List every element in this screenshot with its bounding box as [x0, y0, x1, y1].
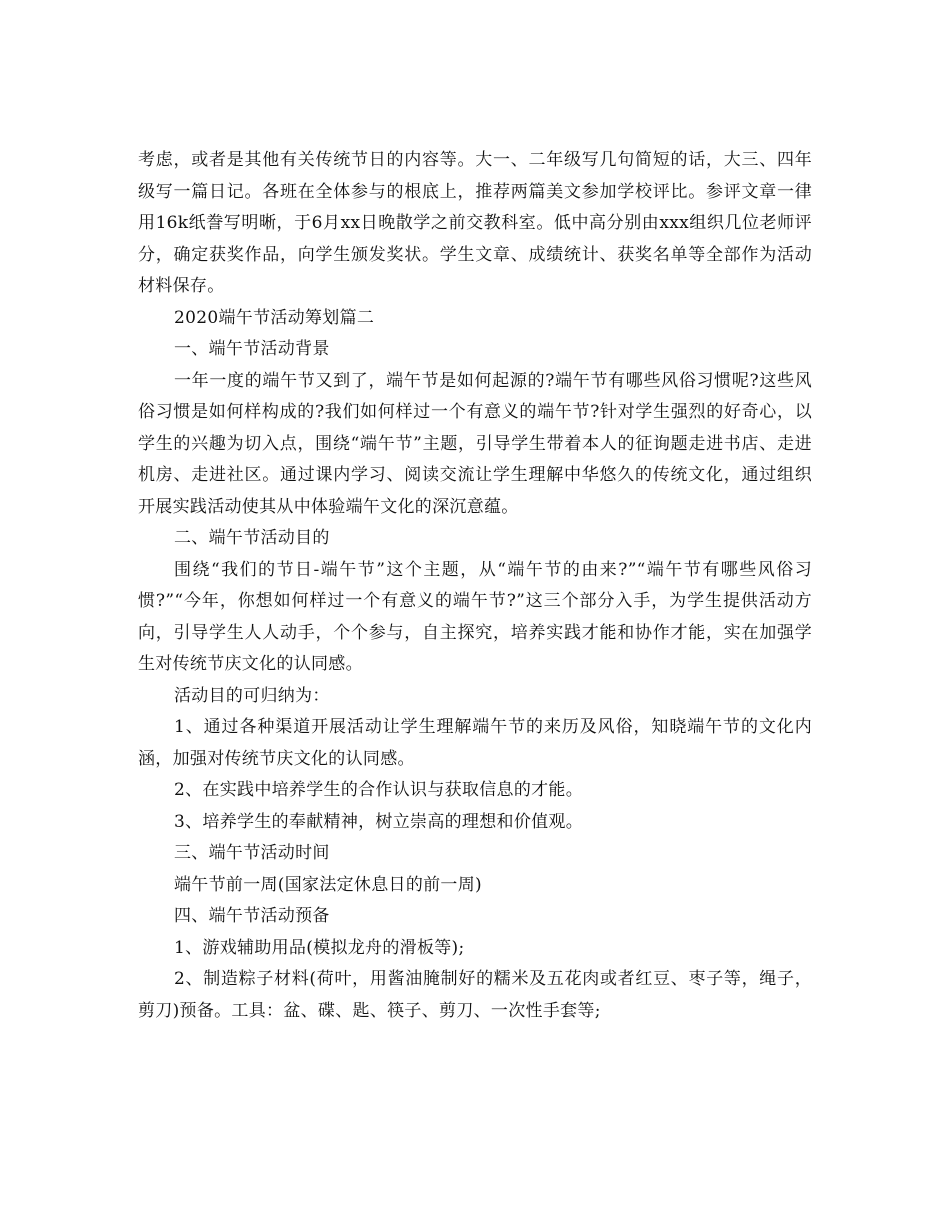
list-item-preparation-1: 1、游戏辅助用品(模拟龙舟的滑板等);	[174, 937, 465, 958]
list-item-purpose-2: 2、在实践中培养学生的合作认识与获取信息的才能。	[174, 780, 584, 800]
document-body	[138, 145, 812, 1027]
paragraph-background: 一年一度的端午节又到了，端午节是如何起源的?端午节有哪些风俗习惯呢?这些风俗习惯是如何样构成的?我们如何样过一个有意义的端午节?针对学生强烈的好奇心，以学生的兴趣为切入点，围绕“端午节”主题，引导学生带着本人的征询题走进书店、走进机房、走进社区。通过课内学习、阅读交流让学生理解中华悠久的传统文化，通过组织开展实践活动使其从中体验端午文化的深沉意蕴。	[138, 370, 812, 517]
list-item-preparation-2: 2、制造粽子材料(荷叶，用酱油腌制好的糯米及五花肉或者红豆、枣子等，绳子，剪刀)预备。工具：盆、碟、匙、筷子、剪刀、一次性手套等;	[138, 969, 812, 1021]
paragraph-purpose: 围绕“我们的节日-端午节”这个主题，从“端午节的由来?”“端午节有哪些风俗习惯?”“今年，你想如何样过一个有意义的端午节?”这三个部分入手，为学生提供活动方向，引导学生人人动手，个个参与，自主探究，培养实践才能和协作才能，实在加强学生对传统节庆文化的认同感。	[138, 559, 812, 674]
list-item-purpose-3: 3、培养学生的奉献精神，树立崇高的理想和价值观。	[174, 811, 584, 832]
heading-preparation: 四、端午节活动预备	[174, 906, 330, 926]
heading-time: 三、端午节活动时间	[174, 843, 330, 863]
section-title: 2020端午节活动筹划篇二	[174, 307, 375, 328]
paragraph-continuation: 考虑，或者是其他有关传统节日的内容等。大一、二年级写几句简短的话，大三、四年级写一篇日记。各班在全体参与的根底上，推荐两篇美文参加学校评比。参评文章一律用16k纸誊写明晰，于6月xx日晚散学之前交教科室。低中高分别由xxx组织几位老师评分，确定获奖作品，向学生颁发奖状。学生文章、成绩统计、获奖名单等全部作为活动材料保存。	[138, 150, 812, 296]
paragraph-time: 端午节前一周(国家法定休息日的前一周)	[174, 874, 482, 895]
heading-background: 一、端午节活动背景	[174, 339, 330, 359]
heading-purpose: 二、端午节活动目的	[174, 528, 330, 548]
list-item-purpose-1: 1、通过各种渠道开展活动让学生理解端午节的来历及风俗，知晓端午节的文化内涵，加强对传统节庆文化的认同感。	[138, 717, 812, 769]
paragraph-purpose-summary: 活动目的可归纳为：	[174, 685, 330, 706]
